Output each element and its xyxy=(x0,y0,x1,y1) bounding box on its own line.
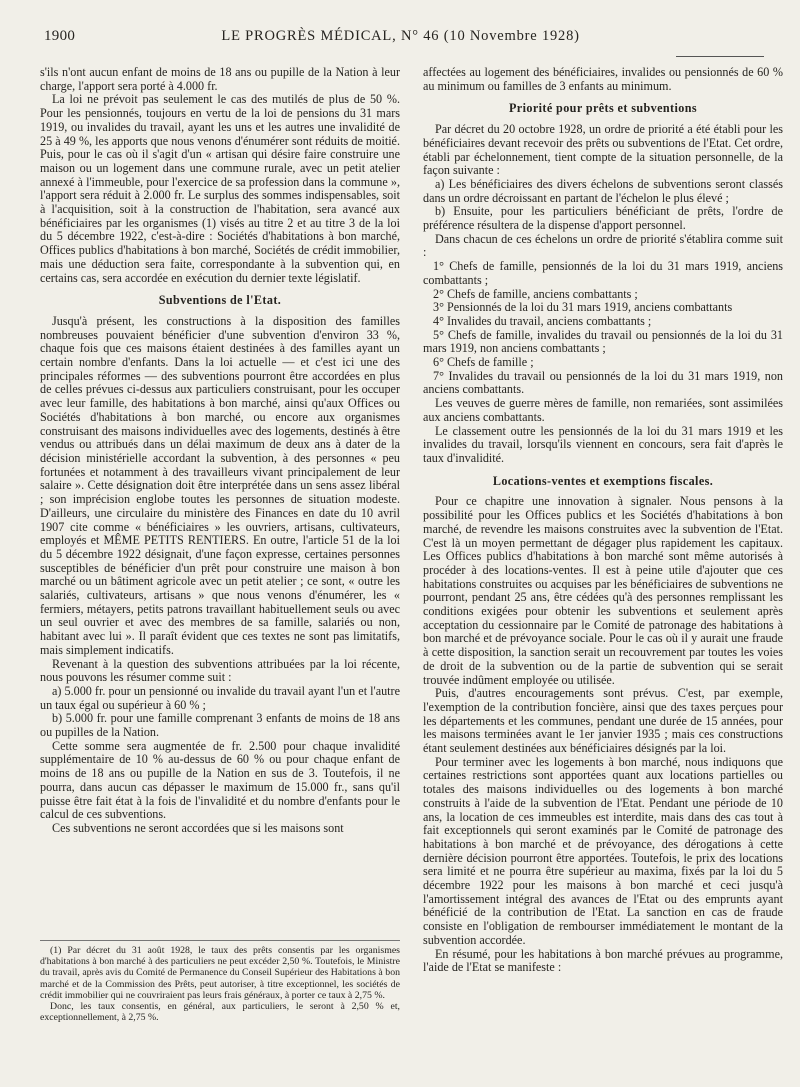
footnote: (1) Par décret du 31 août 1928, le taux des prêts consentis par les organismes d'habitations à bon marché à des particuliers ne peut excéder 2,50 %. Toutefois, le Ministre du travail, après avis du Comité de Permanence du Conseil Supérieur des Habitations à bon marché et de la Commission des Prêts, peut autoriser, à titre exceptionnel, les sociétés de crédit immobilier qui ne couvriraient pas leurs frais généraux, à porter ce taux à 2,75 %. xyxy=(40,945,400,1001)
list-item: 1° Chefs de famille, pensionnés de la loi du 31 mars 1919, anciens combattants ; xyxy=(423,259,783,287)
paragraph: a) Les bénéficiaires des divers échelons de subventions seront classés dans un ordre décroissant en partant de l'échelon le plus élevé ; xyxy=(423,176,783,205)
paragraph: Par décret du 20 octobre 1928, un ordre de priorité a été établi pour les bénéficiaires devant recevoir des prêts ou subventions de l'Etat. Cet ordre, établi par échelonnement, tient compte de la situation personnelle, de la façon suivante : xyxy=(423,122,783,178)
paragraph: affectées au logement des bénéficiaires, invalides ou pensionnés de 60 % au minimum ou familles de 3 enfants au minimum. xyxy=(423,65,783,93)
header-rule xyxy=(676,56,764,57)
paragraph: La loi ne prévoit pas seulement le cas des mutilés de plus de 50 %. Pour les pensionnés, toujours en vertu de la loi de pensions du 31 mars 1919, ou invalides du travail, ayant les uns et les autres une invalidité de 25 à 49 %, les apports que nous venons d'énumérer sont réduits de moitié. Puis, pour le cas où il s'agit d'un « artisan qui désire faire construire une maison ou un logement dans une commune rurale, avec un petit atelier annexé à l'immeuble, pour l'exercice de sa profession dans la commune », l'apport sera réduit à 2.000 fr. Le surplus des sommes indispensables, soit à l'acquisition, soit à la construction de l'habitation, sera avancé aux bénéficiaires par les organismes (1) visés au titre 2 et au titre 3 de la loi du 5 décembre 1922, c'est-à-dire : Sociétés d'habitations à bon marché, Offices publics d'habitations à bon marché, Sociétés de crédit immobilier, mais une déduction sera faite, correspondante à la subvention qui, en certains cas, sera accordée en exécution du dernier texte législatif. xyxy=(40,92,400,285)
footnotes xyxy=(40,940,400,1023)
page-header xyxy=(44,28,766,52)
paragraph: Revenant à la question des subventions attribuées par la loi récente, nous pouvons les résumer comme suit : xyxy=(40,656,400,685)
footnote: Donc, les taux consentis, en général, aux particuliers, le seront à 2,50 % et, exceptionnellement, à 2,75 %. xyxy=(40,1001,400,1024)
paragraph: En résumé, pour les habitations à bon marché prévues au programme, l'aide de l'Etat se manifeste : xyxy=(423,946,783,975)
paragraph: Les veuves de guerre mères de famille, non remariées, sont assimilées aux anciens combattants. xyxy=(423,396,783,424)
list-item: 4° Invalides du travail, anciens combattants ; xyxy=(433,313,652,328)
list-item: 6° Chefs de famille ; xyxy=(433,355,534,370)
list-item: 3° Pensionnés de la loi du 31 mars 1919, anciens combattants xyxy=(433,300,733,315)
paragraph: Pour ce chapitre une innovation à signaler. Nous pensons à la possibilité pour les Offices publics et les Sociétés d'habitations à bon marché, de revendre les maisons construites avec la subvention de l'Etat. C'est là un moyen permettant de dégager plus rapidement les capitaux. Les Offices publics d'habitations à bon marché sont même autorisés à procéder à des locations-ventes. Il est à peine utile d'ajouter que ces habitations construites ou acquises par les bénéficiaires de subventions ne pourront, pendant 25 ans, être cédées qu'à des personnes remplissant les conditions exigées pour obtenir les subventions et seulement après acceptation du cessionnaire par le Comité de patronage des habitations à bon marché et de prévoyance sociale. Pour le cas où il y aurait une fraude à cette disposition, la sanction serait un recouvrement par toutes les voies de droit de la subvention ou de la partie de subvention qui se serait trouvée indûment employée ou utilisée. xyxy=(423,494,783,687)
list-item: 2° Chefs de famille, anciens combattants ; xyxy=(433,286,638,301)
paragraph: Dans chacun de ces échelons un ordre de priorité s'établira comme suit : xyxy=(423,231,783,260)
paragraph: Jusqu'à présent, les constructions à la disposition des familles nombreuses pouvaient bénéficier d'une subvention d'environ 33 %, chaque fois que ces maisons étaient destinées à des familles ayant un certain nombre d'enfants. Dans la loi actuelle — et c'est ici une des principales réformes — des subventions pourront être accordées en plus de celles prévues ci-dessus aux particuliers construisant, pour les occuper avec leur famille, des habitations à bon marché, ainsi qu'aux Offices ou Sociétés d'habitations à bon marché, ou encore aux organismes construisant des maisons individuelles avec des logements, destinés à être vendus ou attribués dans un délai maximum de deux ans à dater de la décision ministérielle accordant la subvention, à des personnes « peu fortunées et notamment à des travailleurs vivant principalement de leur salaire ». Cette désignation doit être interprétée dans un sens assez libéral ; son imprécision englobe toutes les personnes de situation modeste. D'ailleurs, une circulaire du ministère des Finances en date du 10 avril 1907 cite comme « bénéficiaires » les ouvriers, artisans, cultivateurs, employés et MÊME PETITS RENTIERS. En outre, l'article 51 de la loi du 5 décembre 1922 désignait, d'une façon expresse, certaines personnes susceptibles de bénéficier d'un prêt pour construire une maison à bon marché ou un bâtiment agricole avec un petit atelier ; ce sont, « outre les salariés, cultivateurs, artisans » que nous venons d'énumérer, les « fermiers, métayers, petits patrons travaillant habituellement seuls ou avec un seul ouvrier et avec des membres de sa famille, salariés ou non, habitant avec lui ». Il paraît évident que ces textes ne sont pas limitatifs, mais simplement indicatifs. xyxy=(40,313,400,657)
paragraph: s'ils n'ont aucun enfant de moins de 18 ans ou pupille de la Nation à leur charge, l'apport sera porté à 4.000 fr. xyxy=(40,65,400,93)
paragraph: a) 5.000 fr. pour un pensionné ou invalide du travail ayant l'un et l'autre un taux égal ou supérieur à 60 % ; xyxy=(40,683,400,712)
paragraph: Le classement outre les pensionnés de la loi du 31 mars 1919 et les invalides du travail, lorsqu'ils viennent en concours, sera fait d'après le taux d'invalidité. xyxy=(423,423,783,465)
paragraph: Pour terminer avec les logements à bon marché, nous indiquons que certaines restrictions sont apportées quant aux locations partielles ou totales des maisons individuelles ou des logements à bon marché construits à l'aide de la subvention de l'Etat. Pendant une période de 10 ans, la location de ces immeubles est interdite, mais dans des cas tout à fait exceptionnels qui seront examinés par le Comité de patronage des habitations à bon marché et de prévoyance, des dérogations à cette dernière décision pourront être apportées. Toutefois, le prix des locations sera limité et ne pourra être supérieur au maxima, fixés par la loi du 5 décembre 1922 pour les maisons à bon marché et ceci jusqu'à l'amortissement intégral des avances de l'Etat ou des emprunts ayant bénéficié de la contribution de l'Etat. La sanction en cas de fraude consiste en l'obligation de rembourser immédiatement le montant de la subvention accordée. xyxy=(423,754,783,947)
section-heading-locations: Locations-ventes et exemptions fiscales. xyxy=(492,473,714,488)
paragraph: Ces subventions ne seront accordées que si les maisons sont xyxy=(52,820,344,835)
journal-title: LE PROGRÈS MÉDICAL, N° 46 (10 Novembre 1928) xyxy=(221,28,580,44)
paragraph: b) Ensuite, pour les particuliers bénéficiant de prêts, l'ordre de préférence résultera de la dispense d'apport personnel. xyxy=(423,204,783,233)
paragraph: b) 5.000 fr. pour une famille comprenant 3 enfants de moins de 18 ans ou pupilles de la Nation. xyxy=(40,711,400,740)
paragraph: Cette somme sera augmentée de fr. 2.500 pour chaque invalidité supplémentaire de 10 % au-dessus de 60 % ou pour chaque enfant de moins de 18 ans ou pupille de la Nation en sus de 3. Toutefois, il ne pourra, dans aucun cas dépasser le maximum de 15.000 fr., sans qu'il puisse être fait état à la fois de l'invalidité et du nombre d'enfants pour le calcul de ces subventions. xyxy=(40,738,400,822)
list-item: 7° Invalides du travail ou pensionnés de la loi du 31 mars 1919, non anciens combattants. xyxy=(423,368,783,397)
page-number: 1900 xyxy=(44,28,76,44)
paragraph: Puis, d'autres encouragements sont prévus. C'est, par exemple, l'exemption de la contribution foncière, ainsi que des taxes perçues pour les départements et les communes, pendant une durée de 15 années, pour les maisons terminées avant le 1er janvier 1935 ; mais ces constructions étant seulement destinées aux bénéficiaires désignés par la loi. xyxy=(423,686,783,756)
list-item: 5° Chefs de famille, invalides du travail ou pensionnés de la loi du 31 mars 1919, non anciens combattants ; xyxy=(423,327,783,356)
left-column xyxy=(40,66,400,836)
section-heading-priorite: Priorité pour prêts et subventions xyxy=(508,101,698,116)
section-heading-subventions: Subventions de l'Etat. xyxy=(158,293,282,308)
right-column xyxy=(423,66,783,975)
